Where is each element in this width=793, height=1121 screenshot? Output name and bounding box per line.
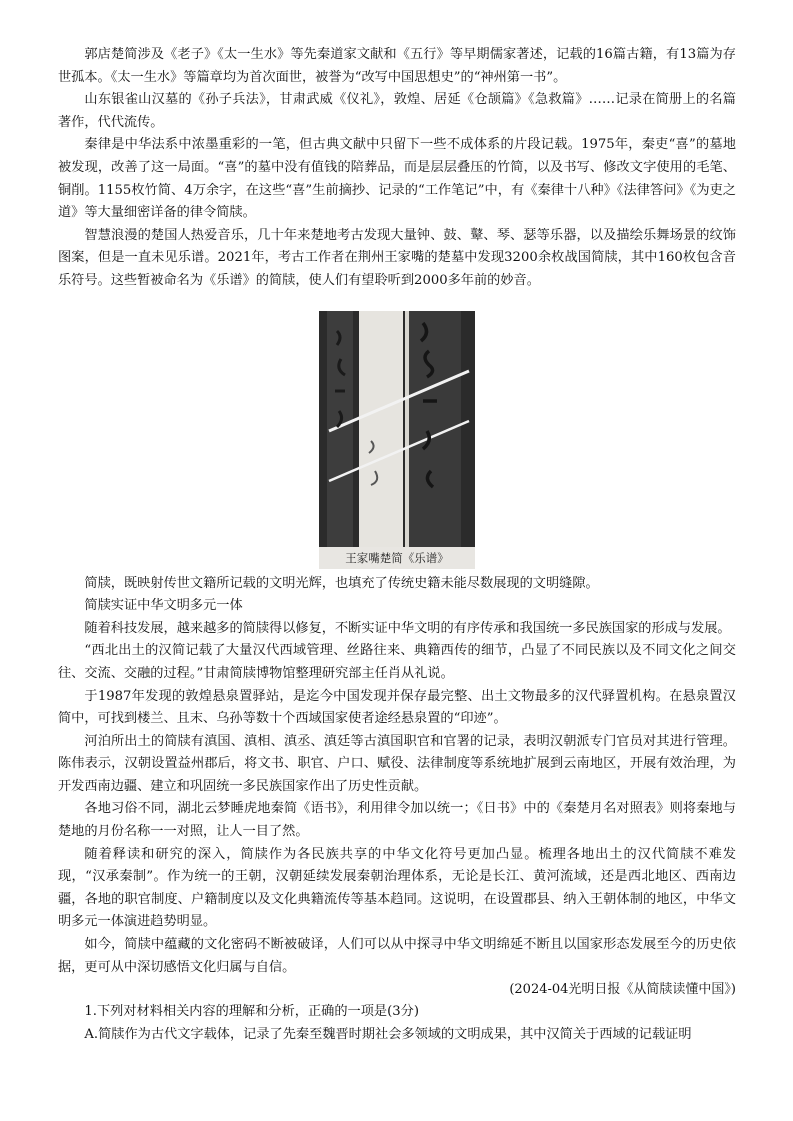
section-heading: 简牍实证中华文明多元一体 (84, 598, 243, 614)
paragraph-xuanquan: 于1987年发现的敦煌悬泉置驿站，是迄今中国发现并保存最完整、出土文物最多的汉代驿置机构。在悬泉置汉简中，可找到楼兰、且末、乌孙等数十个西域国家使者途经悬泉置的“印迹”。 (58, 688, 736, 727)
paragraph-han-qin: 随着释读和研究的深入，简牍作为各民族共享的中华文化符号更加凸显。梳理各地出土的汉代简牍不难发现，“汉承秦制”。作为统一的王朝，汉朝延续发展秦朝治理体系，无论是长江、黄河流域，还是西北地区、西南边疆，各地的职官制度、户籍制度以及文化典籍流传等基本趋同。这说明，在设置郡县、纳入王朝体制的地区，中华文明多元一体演进趋势明显。 (58, 846, 736, 930)
option-a: A.简牍作为古代文字载体，记录了先秦至魏晋时期社会多领域的文明成果，其中汉简关于西域的记载证明 (84, 1026, 692, 1042)
paragraph-tech: 随着科技发展，越来越多的简牍得以修复，不断实证中华文明的有序传承和我国统一多民族国家的形成与发展。 (84, 620, 731, 636)
paragraph-hebosuo: 河泊所出土的简牍有滇国、滇相、滇丞、滇廷等古滇国职官和官署的记录，表明汉朝派专门官员对其进行管理。陈伟表示，汉朝设置益州郡后，将文书、职官、户口、赋役、法律制度等系统地扩展到云南地区，开展有效治理，为开发西南边疆、建立和巩固统一多民族国家作出了历史性贡献。 (58, 733, 736, 794)
paragraph-northwest: “西北出土的汉简记载了大量汉代西域管理、丝路往来、典籍西传的细节，凸显了不同民族以及不同文化之间交往、交流、交融的过程。”甘肃简牍博物馆整理研究部主任肖从礼说。 (58, 643, 736, 681)
document-page (58, 44, 736, 1046)
figure-caption: 王家嘴楚简《乐谱》 (319, 547, 475, 569)
paragraph-summary: 简牍，既映射传世文籍所记载的文明光辉，也填充了传统史籍未能尽数展现的文明缝隙。 (84, 575, 599, 591)
paragraph-conclusion: 如今，简牍中蕴藏的文化密码不断被破译，人们可以从中探寻中华文明绵延不断且以国家形态发展至今的历史依据，更可从中深切感悟文化归属与自信。 (58, 937, 736, 975)
bamboo-slip-photo (319, 311, 475, 569)
article-source: (2024-04光明日报《从简牍读懂中国》) (509, 982, 736, 998)
question-1: 1.下列对材料相关内容的理解和分析，正确的一项是(3分) (84, 1004, 419, 1020)
paragraph-customs: 各地习俗不同，湖北云梦睡虎地秦简《语书》，利用律令加以统一；《日书》中的《秦楚月名对照表》则将秦地与楚地的月份名称一一对照，让人一目了然。 (58, 801, 736, 840)
paragraph-chu-music: 智慧浪漫的楚国人热爱音乐，几十年来楚地考古发现大量钟、鼓、鼙、琴、瑟等乐器，以及描绘乐舞场景的纹饰图案，但是一直未见乐谱。2021年，考古工作者在荆州王家嘴的楚墓中发现3200余枚战国简牍，其中160枚包含音乐符号。这些暂被命名为《乐谱》的简牍，使人们有望聆听到2000多年前的妙音。 (58, 227, 736, 288)
paragraph-yinqueshan: 山东银雀山汉墓的《孙子兵法》，甘肃武威《仪礼》，敦煌、居延《仓颉篇》《急救篇》……记录在简册上的名篇著作，代代流传。 (58, 92, 736, 130)
paragraph-qin-law: 秦律是中华法系中浓墨重彩的一笔，但古典文献中只留下一些不成体系的片段记载。1975年，秦吏“喜”的墓地被发现，改善了这一局面。“喜”的墓中没有值钱的陪葬品，而是层层叠压的竹简，以及书写、修改文字使用的毛笔、铜削。1155枚竹简、4万余字，在这些“喜”生前摘抄、记录的“工作笔记”中，有《秦律十八种》《法律答问》《为吏之道》等大量细密详备的律令简牍。 (58, 137, 736, 221)
paragraph-guodian: 郭店楚简涉及《老子》《太一生水》等先秦道家文献和《五行》等早期儒家著述，记载的16篇古籍，有13篇为存世孤本。《太一生水》等篇章均为首次面世，被誉为“改写中国思想史”的“神州第一书”。 (58, 47, 736, 85)
bamboo-slip-image (319, 311, 475, 569)
